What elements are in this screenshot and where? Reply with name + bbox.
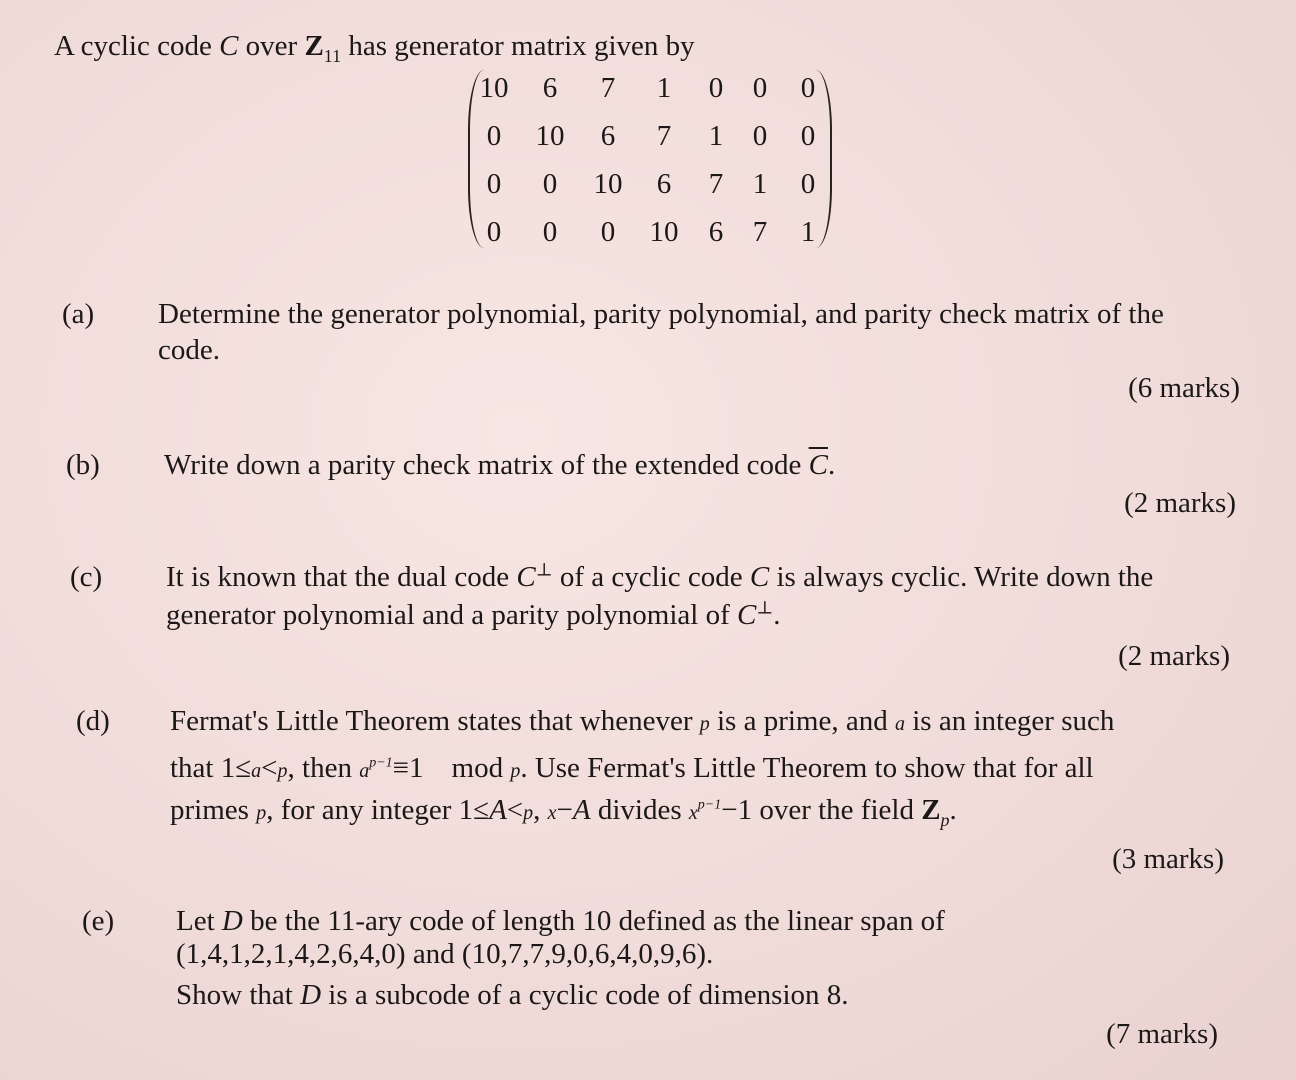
part-c-label: (c): [70, 561, 103, 593]
part-e-line1: [176, 907, 945, 936]
part-b-marks: (2 marks): [1124, 487, 1236, 519]
generator-matrix: [468, 66, 832, 252]
part-e-line1-a: Let: [176, 905, 222, 937]
matrix-cell: 6: [708, 216, 724, 248]
code-D-symbol: D: [300, 979, 322, 1011]
var-p: p: [699, 713, 710, 735]
part-d-line1: [170, 707, 1114, 736]
matrix-cell: 6: [600, 120, 616, 152]
matrix-cell: 0: [800, 120, 816, 152]
part-a-line2: code.: [158, 334, 220, 366]
minus: −: [556, 794, 573, 826]
part-a-label: (a): [62, 298, 95, 330]
matrix-cell: 0: [486, 168, 502, 200]
part-d-line3-end: .: [949, 794, 957, 826]
matrix-cell: 0: [708, 72, 724, 104]
part-e-line3: [176, 981, 849, 1010]
var-a: a: [251, 760, 262, 782]
matrix-cell: 7: [656, 120, 672, 152]
var-A: A: [489, 794, 507, 826]
part-d-line2-b: , then: [287, 752, 360, 784]
matrix-cell: 0: [486, 120, 502, 152]
var-p: p: [510, 760, 521, 782]
part-d-line3-e: −1 over the field: [721, 794, 922, 826]
var-p: p: [277, 760, 288, 782]
part-c-line2-pre: generator polynomial and a parity polynomial of: [166, 599, 737, 631]
part-e-line2: (1,4,1,2,1,4,2,6,4,0) and (10,7,7,9,0,6,4,0,9,6).: [176, 938, 714, 970]
part-d-line3: [170, 794, 957, 830]
perp-superscript: ⊥: [535, 559, 553, 580]
exponent: p−1: [369, 755, 393, 771]
part-b-body: Write down a parity check matrix of the extended code: [164, 449, 809, 481]
matrix-cell: 0: [752, 120, 768, 152]
less-than: <: [506, 794, 524, 826]
field-symbol: Z: [921, 794, 941, 826]
matrix-cell: 0: [800, 72, 816, 104]
intro-text: [54, 30, 695, 66]
part-c-line1-post: is always cyclic. Write down the: [769, 561, 1154, 593]
matrix-cell: 6: [542, 72, 558, 104]
part-d-line3-a: primes: [170, 794, 257, 826]
matrix-right-parenthesis: [814, 70, 832, 248]
part-d-line2-c: . Use Fermat's Little Theorem to show that for all: [520, 752, 1094, 784]
part-d-label: (d): [76, 705, 110, 737]
matrix-cell: 1: [752, 168, 768, 200]
part-c-line1: [166, 559, 1154, 593]
field-subscript: p: [940, 809, 950, 830]
part-d-line2: [170, 754, 1094, 783]
matrix-cell: 7: [600, 72, 616, 104]
part-d-line1-a: Fermat's Little Theorem states that whenever: [170, 705, 700, 737]
matrix-cell: 0: [600, 216, 616, 248]
code-symbol: C: [219, 30, 239, 62]
less-than: <: [261, 752, 278, 784]
matrix-cell: 0: [486, 216, 502, 248]
intro-mid: over: [238, 30, 305, 62]
part-e-line1-b: be the 11-ary code of length 10 defined as the linear span of: [242, 905, 945, 937]
part-c-line1-pre: It is known that the dual code: [166, 561, 517, 593]
exponent: p−1: [697, 797, 722, 813]
var-p: p: [523, 802, 534, 824]
part-b-label: (b): [66, 449, 100, 481]
part-b-end: .: [827, 449, 836, 481]
var-a: a: [359, 760, 370, 782]
matrix-cell: 1: [708, 120, 724, 152]
dual-code-symbol: C: [736, 599, 757, 631]
comma: ,: [533, 794, 548, 826]
part-e-label: (e): [82, 905, 115, 937]
congruence: ≡1: [392, 752, 424, 784]
field-symbol: Z: [304, 30, 324, 62]
matrix-cell: 10: [479, 72, 509, 104]
matrix-cell: 0: [542, 168, 558, 200]
matrix-cell: 6: [656, 168, 672, 200]
field-subscript: 11: [323, 45, 342, 66]
part-c-line1-mid: of a cyclic code: [552, 561, 750, 593]
part-d-line1-b: is a prime, and: [709, 705, 895, 737]
var-p: p: [256, 802, 267, 824]
code-symbol: C: [749, 561, 770, 593]
matrix-cell: 0: [800, 168, 816, 200]
matrix-cell: 1: [656, 72, 672, 104]
matrix-cell: 10: [649, 216, 679, 248]
dual-code-symbol: C: [516, 561, 536, 593]
part-d-line1-c: is an integer such: [904, 705, 1115, 737]
part-e-line3-b: is a subcode of a cyclic code of dimension 8.: [321, 979, 849, 1011]
matrix-cell: 0: [542, 216, 558, 248]
code-D-symbol: D: [221, 905, 243, 937]
perp-superscript: ⊥: [756, 597, 774, 618]
var-x: x: [547, 802, 557, 824]
matrix-cell: 1: [800, 216, 816, 248]
part-a-line1: Determine the generator polynomial, parity polynomial, and parity check matrix of the: [158, 298, 1164, 330]
mod: mod: [451, 752, 504, 784]
part-d-line3-d: divides: [590, 794, 689, 826]
var-x: x: [688, 802, 698, 824]
matrix-cell: 10: [593, 168, 623, 200]
var-A: A: [572, 794, 591, 826]
part-d-marks: (3 marks): [1112, 843, 1224, 875]
part-d-line2-a: that 1≤: [170, 752, 252, 784]
matrix-cell: 7: [752, 216, 768, 248]
matrix-cell: 7: [708, 168, 724, 200]
matrix-cell: 0: [752, 72, 768, 104]
part-d-line3-b: , for any integer 1≤: [266, 794, 490, 826]
matrix-cell: 10: [535, 120, 565, 152]
part-c-line2-end: .: [773, 599, 781, 631]
part-e-line3-a: Show that: [176, 979, 301, 1011]
var-a: a: [894, 713, 905, 735]
intro-post: has generator matrix given by: [341, 30, 695, 62]
intro-pre: A cyclic code: [54, 30, 220, 62]
extended-code-symbol: $\overline{C}$: [808, 449, 828, 481]
part-b-text: [164, 451, 835, 480]
part-a-marks: (6 marks): [1128, 372, 1240, 404]
part-e-marks: (7 marks): [1106, 1018, 1218, 1050]
part-c-line2: [166, 597, 781, 631]
part-c-marks: (2 marks): [1118, 640, 1230, 672]
